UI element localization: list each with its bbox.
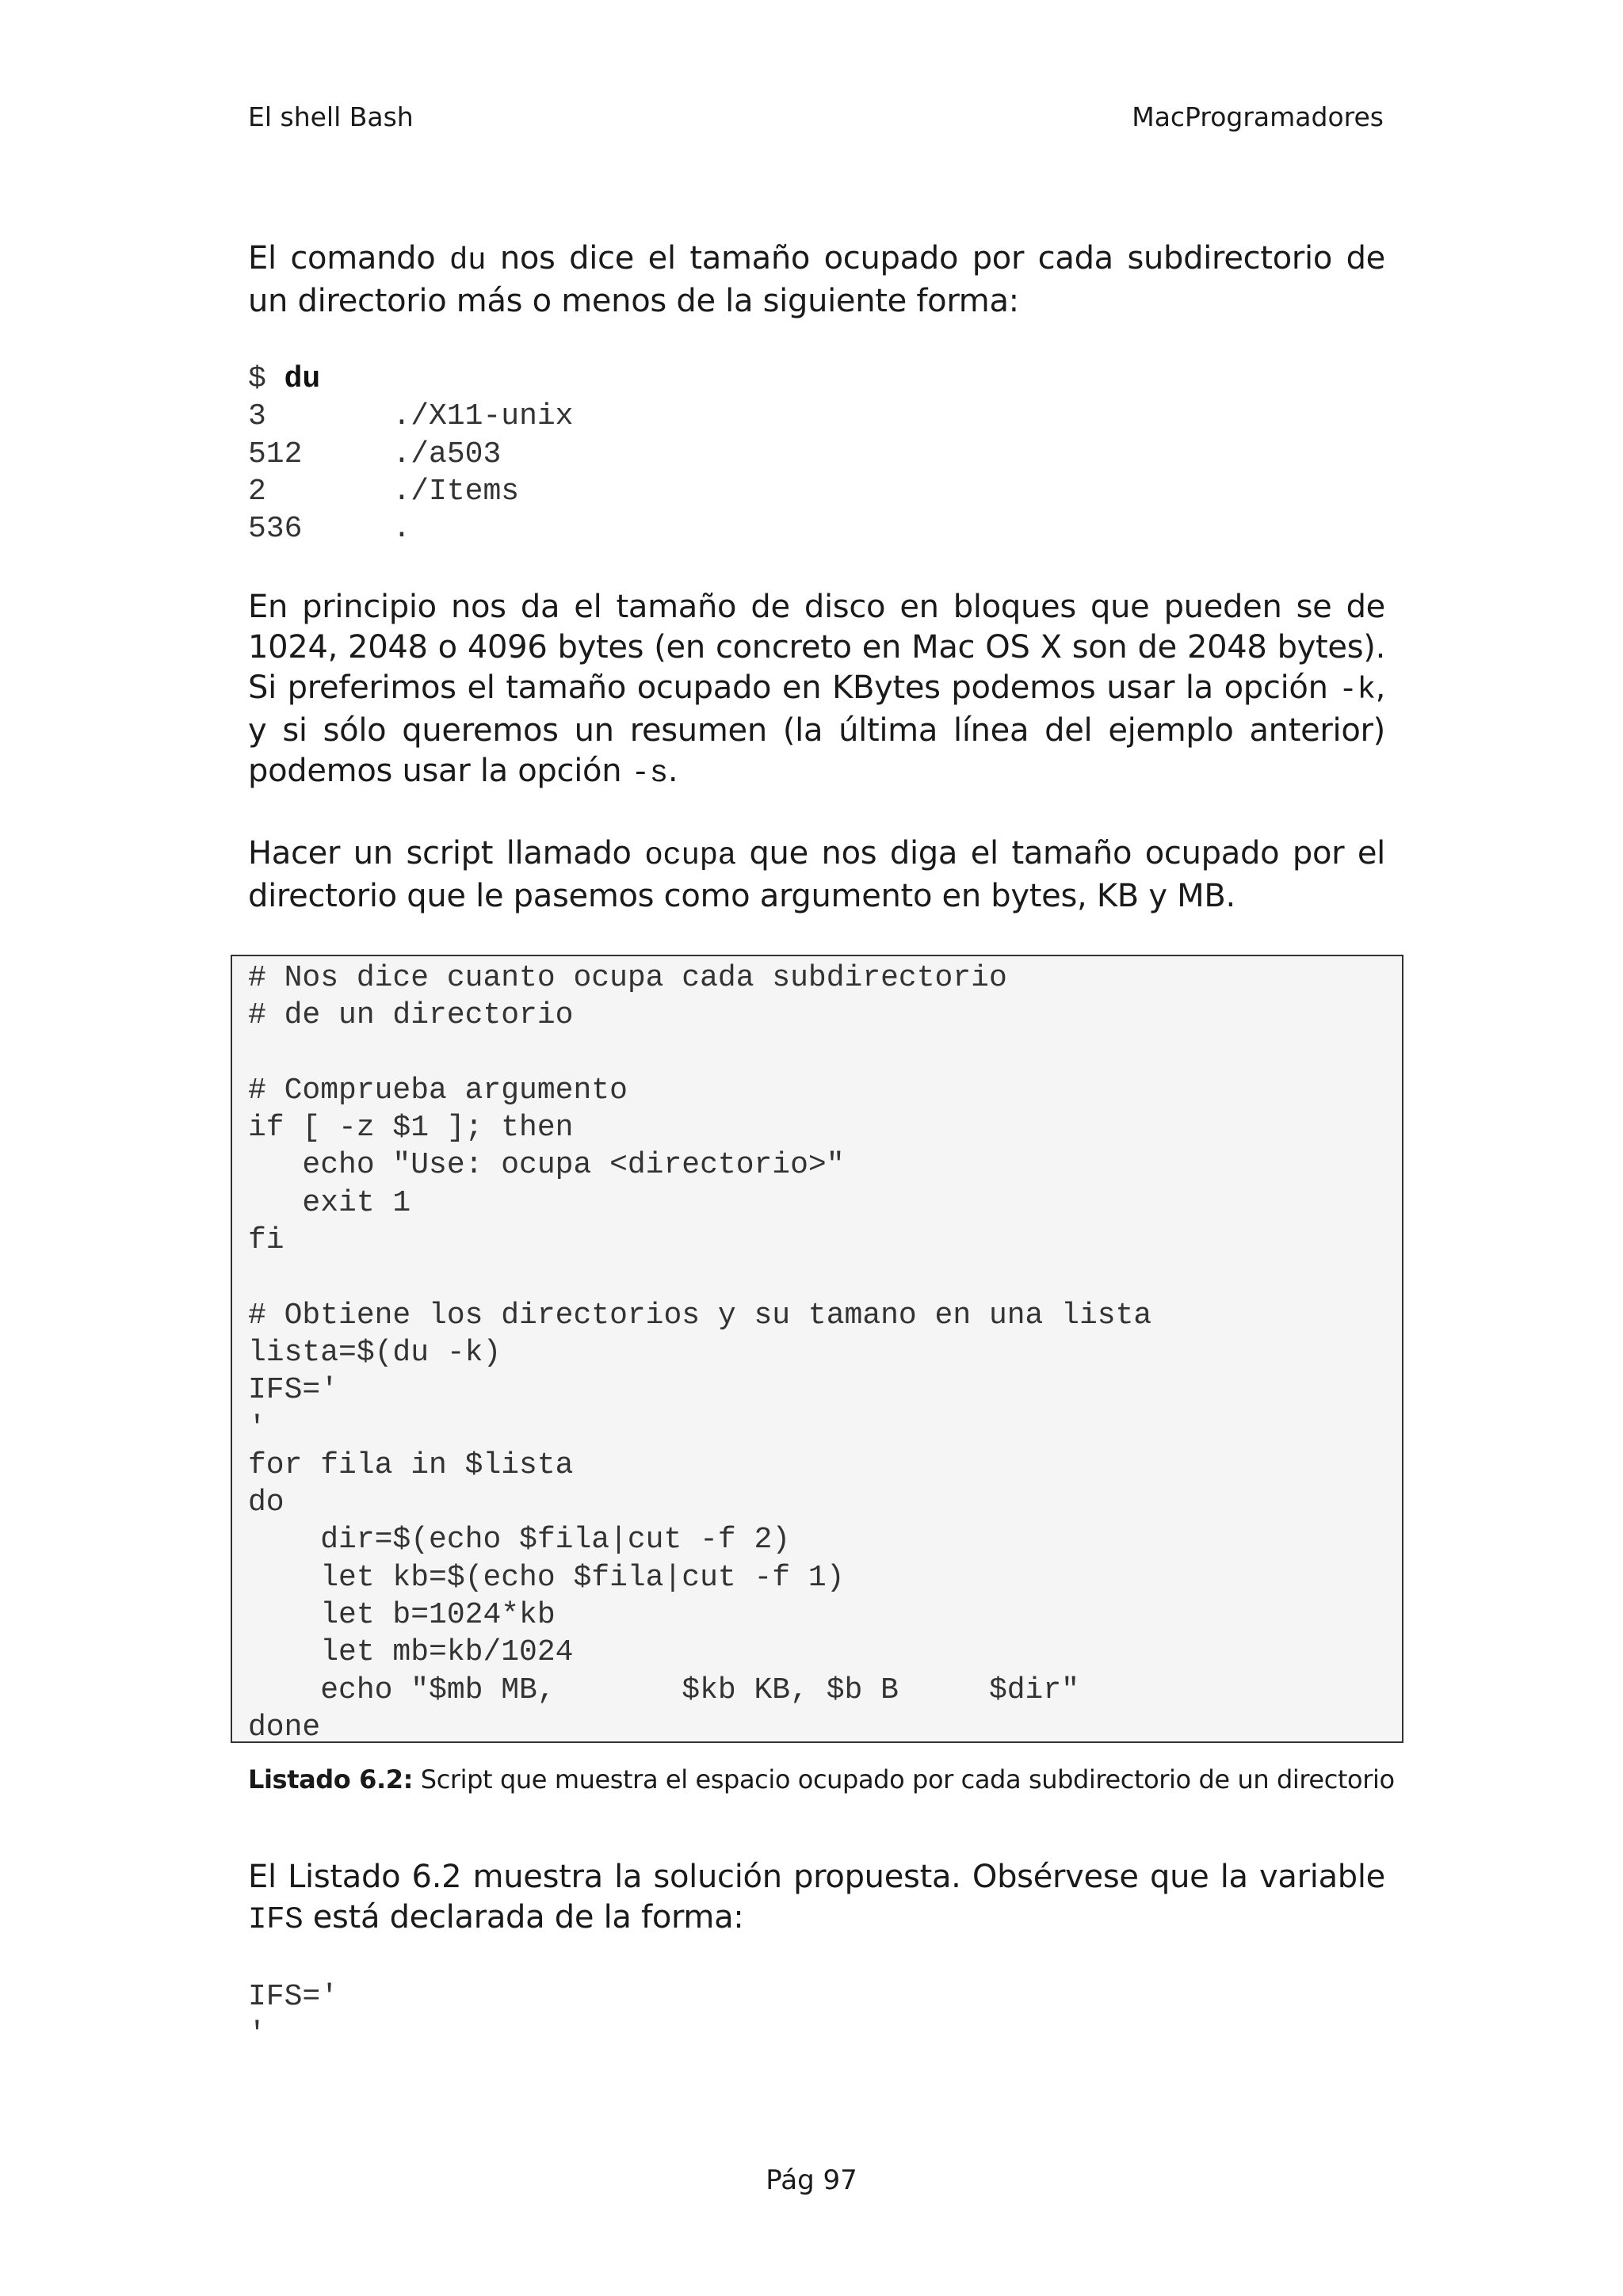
- du-size: 512: [248, 437, 303, 471]
- caption-text: Script que muestra el espacio ocupado por cada subdirectorio de un directorio: [413, 1764, 1395, 1794]
- du-row: [248, 512, 411, 546]
- du-row: [248, 399, 574, 433]
- code-line: do: [248, 1486, 285, 1520]
- principle-text-1: En principio nos da el tamaño de disco en bloques que pueden se de 1024, 2048 o 4096 bytes (en concreto en Mac OS X son de 2048 bytes). Si preferimos el tamaño ocupado en KBytes podemos usar la opción: [248, 589, 1385, 706]
- intro-text-before: El comando: [248, 240, 450, 277]
- principle-paragraph: [248, 587, 1385, 794]
- du-path: ./X11-unix: [392, 399, 574, 434]
- code-line: for fila in $lista: [248, 1447, 574, 1482]
- du-path: ./Items: [392, 474, 520, 509]
- page-number: Pág 97: [766, 2164, 857, 2196]
- code-listing-box: [231, 955, 1403, 1743]
- inline-code-ocupa: ocupa: [644, 838, 736, 873]
- code-line: ': [248, 1410, 266, 1445]
- caption-label: Listado 6.2:: [248, 1764, 414, 1794]
- header-publisher: MacProgramadores: [1132, 101, 1384, 132]
- solution-text-after: está declarada de la forma:: [303, 1899, 744, 1936]
- intro-text-after: nos dice el tamaño ocupado por cada subdirectorio de un directorio más o menos de la siguiente forma:: [248, 240, 1385, 319]
- shell-prompt: $: [248, 362, 285, 396]
- task-text-before: Hacer un script llamado: [248, 835, 645, 871]
- code-line: lista=$(du -k): [248, 1335, 502, 1370]
- shell-command: du: [284, 362, 321, 396]
- du-size: 536: [248, 512, 303, 547]
- code-line: dir=$(echo $fila|cut -f 2): [248, 1523, 791, 1558]
- code-line: ': [248, 2017, 266, 2052]
- solution-text-before: El Listado 6.2 muestra la solución propuesta. Obsérvese que la variable: [248, 1859, 1385, 1895]
- code-line: done: [248, 1710, 321, 1745]
- code-line: let mb=kb/1024: [248, 1635, 574, 1670]
- ifs-example-block: [248, 1978, 338, 2054]
- code-line: let kb=$(echo $fila|cut -f 1): [248, 1560, 845, 1595]
- code-line: # Obtiene los directorios y su tamano en una lista: [248, 1298, 1152, 1333]
- solution-paragraph: [248, 1857, 1385, 1940]
- du-path: .: [392, 512, 411, 547]
- principle-text-2: , y si sólo queremos un resumen (la última línea del ejemplo anterior) podemos usar la opción: [248, 669, 1385, 789]
- inline-code-du: du: [449, 243, 487, 278]
- intro-paragraph: [248, 238, 1385, 322]
- header-title: El shell Bash: [248, 101, 414, 132]
- inline-code-s: -s: [631, 756, 668, 791]
- code-line: IFS=': [248, 1373, 339, 1408]
- inline-code-ifs: IFS: [248, 1902, 304, 1937]
- code-line: # Comprueba argumento: [248, 1073, 628, 1108]
- du-size: 3: [248, 399, 266, 434]
- code-line: echo "$mb MB, $kb KB, $b B $dir": [248, 1672, 1079, 1707]
- du-size: 2: [248, 474, 266, 509]
- task-text-after: que nos diga el tamaño ocupado por el directorio que le pasemos como argumento en bytes, KB y MB.: [248, 835, 1385, 914]
- du-row: [248, 475, 519, 509]
- code-line: if [ -z $1 ]; then: [248, 1111, 574, 1146]
- code-line: echo "Use: ocupa <directorio>": [248, 1148, 845, 1183]
- code-line: IFS=': [248, 1980, 339, 2014]
- code-line: # Nos dice cuanto ocupa cada subdirectorio: [248, 961, 1007, 995]
- code-line: let b=1024*kb: [248, 1598, 556, 1633]
- listing-caption: [248, 1764, 1395, 1795]
- task-paragraph: [248, 833, 1385, 917]
- principle-text-3: .: [667, 753, 678, 789]
- du-output-block: [248, 360, 574, 547]
- code-line: exit 1: [248, 1185, 411, 1220]
- inline-code-k: -k: [1338, 673, 1376, 707]
- code-line: # de un directorio: [248, 998, 574, 1033]
- du-row: [248, 437, 501, 471]
- du-path: ./a503: [392, 437, 502, 471]
- code-listing: [248, 959, 1151, 1746]
- code-line: fi: [248, 1223, 285, 1258]
